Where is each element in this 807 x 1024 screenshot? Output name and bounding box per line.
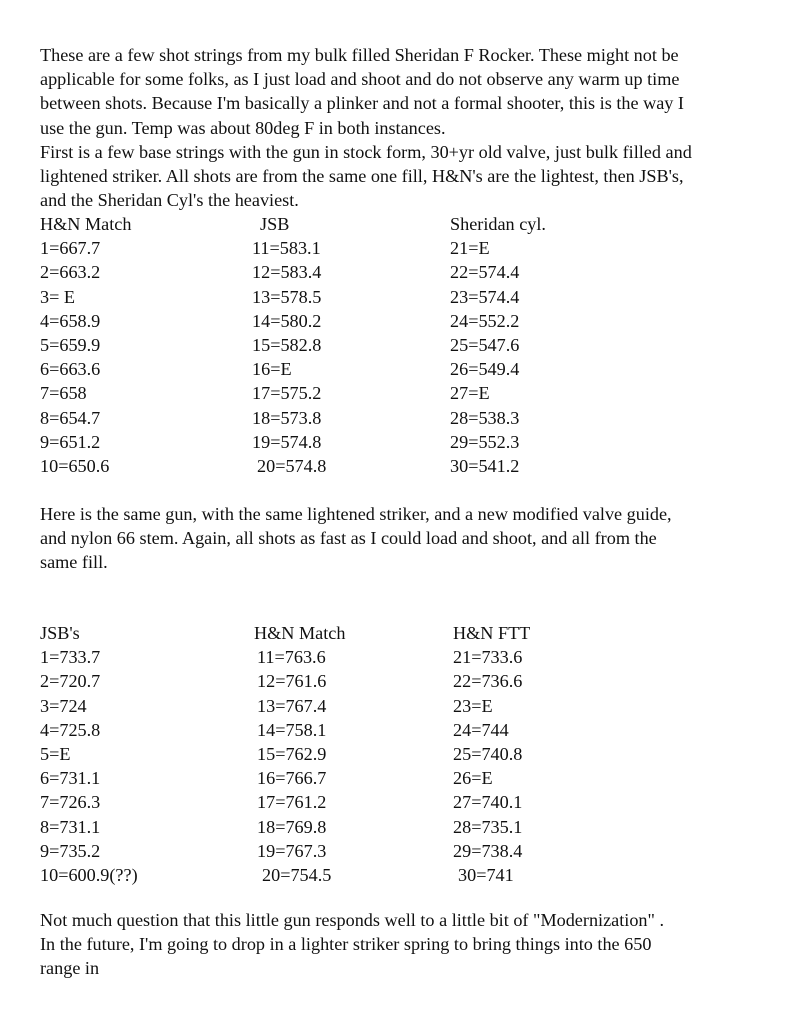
column-header: Sheridan cyl. [450, 214, 546, 234]
intro-line: applicable for some folks, as I just load and shoot and do not observe any warm up time [40, 69, 680, 90]
shot-value: 8=731.1 [40, 816, 101, 837]
shot-value: 13=578.5 [252, 286, 322, 307]
shot-value: 29=738.4 [453, 840, 523, 861]
column-header: JSB [260, 214, 290, 234]
shot-value: 19=767.3 [257, 840, 327, 861]
shot-value: 26=E [453, 768, 493, 789]
closing-line: In the future, I'm going to drop in a lighter striker spring to bring things into the 650 [40, 934, 652, 955]
shot-value: 27=740.1 [453, 792, 523, 813]
shot-value: 24=744 [453, 719, 509, 740]
closing-line: range in [40, 958, 100, 979]
shot-value: 2=720.7 [40, 671, 101, 692]
shot-value: 16=E [252, 359, 292, 380]
table-column-hn-ftt [453, 621, 530, 887]
shot-value: 10=650.6 [40, 456, 110, 477]
column-header: H&N FTT [453, 623, 531, 643]
table-column-hn-match [40, 212, 131, 478]
shot-value: 23=E [453, 695, 493, 716]
shot-value: 17=761.2 [257, 792, 327, 813]
shot-value: 22=736.6 [453, 671, 523, 692]
shot-value: 14=758.1 [257, 719, 327, 740]
column-header: H&N Match [254, 623, 346, 643]
shot-value: 15=762.9 [257, 744, 327, 765]
shot-value: 20=754.5 [262, 865, 332, 886]
shot-value: 7=726.3 [40, 792, 101, 813]
table-column-jsb [252, 212, 326, 478]
shot-value: 18=769.8 [257, 816, 327, 837]
shot-value: 25=740.8 [453, 744, 523, 765]
shot-value: 9=651.2 [40, 431, 101, 452]
shot-value: 30=541.2 [450, 456, 520, 477]
shot-value: 29=552.3 [450, 431, 520, 452]
shot-value: 14=580.2 [252, 310, 322, 331]
intro-line: and the Sheridan Cyl's the heaviest. [40, 190, 299, 211]
shot-value: 7=658 [40, 383, 87, 404]
shot-value: 22=574.4 [450, 262, 520, 283]
shot-value: 6=663.6 [40, 359, 101, 380]
shot-value: 5=659.9 [40, 335, 101, 356]
closing-paragraph [40, 908, 795, 981]
shot-value: 25=547.6 [450, 335, 520, 356]
shot-value: 21=733.6 [453, 647, 523, 668]
shot-value: 3= E [40, 286, 76, 307]
shot-value: 4=658.9 [40, 310, 101, 331]
shot-value: 30=741 [458, 865, 514, 886]
shot-value: 12=761.6 [257, 671, 327, 692]
table-column-hn-match [254, 621, 345, 887]
shot-value: 1=733.7 [40, 647, 101, 668]
table-column-sheridan-cyl [450, 212, 546, 478]
shot-value: 16=766.7 [257, 768, 327, 789]
intro-line: First is a few base strings with the gun in stock form, 30+yr old valve, just bulk filled and [40, 141, 692, 162]
shot-value: 23=574.4 [450, 286, 520, 307]
shot-value: 20=574.8 [257, 456, 327, 477]
shot-value: 18=573.8 [252, 407, 322, 428]
shot-value: 4=725.8 [40, 719, 101, 740]
shot-value: 10=600.9(??) [40, 865, 138, 886]
shot-value: 11=583.1 [252, 238, 321, 259]
shot-value: 1=667.7 [40, 238, 101, 259]
shot-value: 15=582.8 [252, 335, 322, 356]
middle-line: and nylon 66 stem. Again, all shots as fast as I could load and shoot, and all from the [40, 528, 657, 549]
table-column-jsbs [40, 621, 138, 887]
shot-value: 3=724 [40, 695, 87, 716]
middle-line: Here is the same gun, with the same lightened striker, and a new modified valve guide, [40, 504, 672, 524]
shot-value: 17=575.2 [252, 383, 322, 404]
shot-value: 26=549.4 [450, 359, 520, 380]
shot-value: 2=663.2 [40, 262, 101, 283]
shot-value: 11=763.6 [257, 647, 326, 668]
intro-line: These are a few shot strings from my bulk filled Sheridan F Rocker. These might not be [40, 45, 679, 65]
shot-value: 13=767.4 [257, 695, 327, 716]
shot-value: 9=735.2 [40, 840, 101, 861]
column-header: H&N Match [40, 214, 132, 234]
shot-value: 28=735.1 [453, 816, 523, 837]
shot-value: 21=E [450, 238, 490, 259]
shot-value: 19=574.8 [252, 431, 322, 452]
shot-value: 28=538.3 [450, 407, 520, 428]
shot-value: 12=583.4 [252, 262, 322, 283]
intro-line: between shots. Because I'm basically a plinker and not a formal shooter, this is the way I [40, 93, 684, 114]
shot-value: 24=552.2 [450, 310, 520, 331]
closing-line: Not much question that this little gun responds well to a little bit of "Modernization" . [40, 910, 665, 930]
shot-value: 8=654.7 [40, 407, 101, 428]
column-header: JSB's [40, 623, 80, 643]
intro-line: use the gun. Temp was about 80deg F in both instances. [40, 117, 446, 138]
shot-value: 27=E [450, 383, 490, 404]
middle-paragraph [40, 502, 795, 575]
intro-paragraph [40, 43, 795, 212]
shot-value: 6=731.1 [40, 768, 101, 789]
shot-value: 5=E [40, 744, 71, 765]
intro-line: lightened striker. All shots are from the same one fill, H&N's are the lightest, then JSB's, [40, 166, 684, 187]
middle-line: same fill. [40, 552, 108, 573]
